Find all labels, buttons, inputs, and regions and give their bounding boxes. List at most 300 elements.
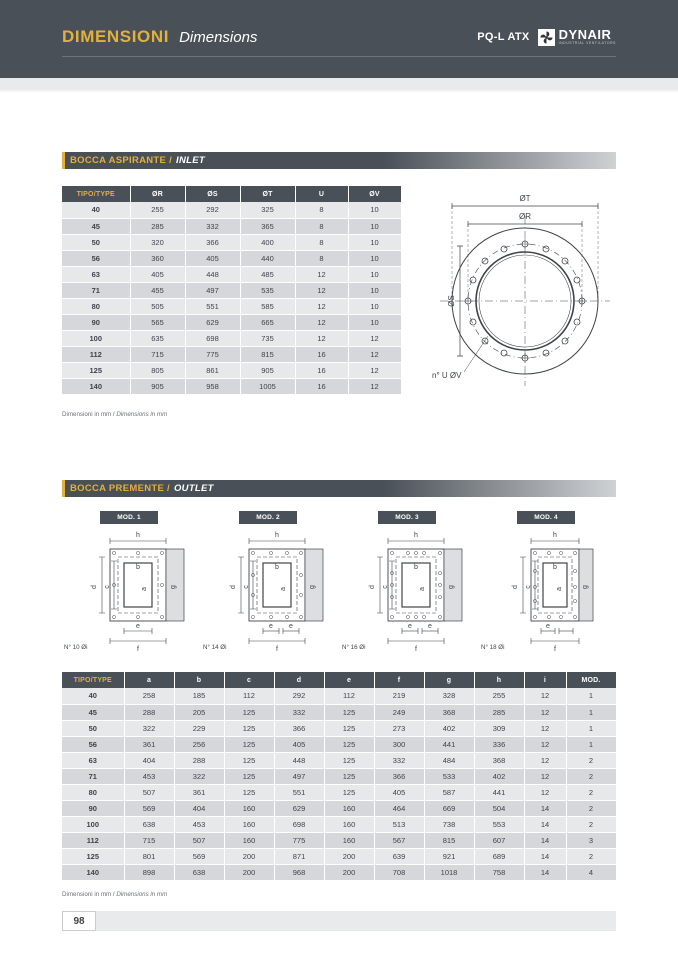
cell-type: 80 [62, 298, 130, 314]
svg-text:e: e [269, 623, 273, 630]
cell-value: 160 [224, 800, 274, 816]
section-accent-bar-outlet [62, 480, 65, 497]
cell-type: 125 [62, 848, 124, 864]
cell-value: 485 [240, 266, 295, 282]
section-title-outlet-en: OUTLET [173, 483, 214, 494]
cell-value: 484 [424, 752, 474, 768]
svg-text:g: g [448, 585, 455, 589]
cell-value: 815 [424, 832, 474, 848]
mod-tag-2: MOD. 2 [239, 511, 297, 524]
svg-text:h: h [414, 532, 418, 539]
mod-tag-3: MOD. 3 [378, 511, 436, 524]
col-header-g: g [424, 672, 474, 688]
cell-value: 16 [295, 378, 348, 394]
cell-value: 453 [174, 816, 224, 832]
cell-value: 12 [348, 346, 401, 362]
cell-value: 513 [374, 816, 424, 832]
cell-value: 533 [424, 768, 474, 784]
cell-value: 205 [174, 704, 224, 720]
cell-value: 285 [474, 704, 524, 720]
section-header-inlet [62, 152, 616, 169]
page-header [0, 0, 678, 78]
page-number: 98 [62, 911, 96, 931]
col-header-a: a [124, 672, 174, 688]
col-header-dia-t: ØT [240, 186, 295, 202]
cell-value: 320 [130, 234, 185, 250]
mod-tag-4: MOD. 4 [517, 511, 575, 524]
cell-value: 958 [185, 378, 240, 394]
header-divider [62, 56, 616, 57]
cell-type: 56 [62, 250, 130, 266]
svg-text:b: b [414, 564, 418, 571]
cell-value: 455 [130, 282, 185, 298]
svg-text:a: a [280, 587, 287, 591]
cell-value: 905 [130, 378, 185, 394]
cell-value: 249 [374, 704, 424, 720]
cell-value: 921 [424, 848, 474, 864]
cell-value: 10 [348, 234, 401, 250]
cell-value: 258 [124, 688, 174, 704]
table-row [62, 314, 401, 330]
table-row [62, 282, 401, 298]
cell-type: 80 [62, 784, 124, 800]
cell-value: 219 [374, 688, 424, 704]
mod-holes-note-4: N° 18 Øi [481, 644, 505, 651]
cell-value: 815 [240, 346, 295, 362]
cell-value: 285 [130, 218, 185, 234]
cell-value: 2 [566, 816, 616, 832]
outlet-drawing-mod-1 [62, 505, 200, 655]
cell-value: 12 [524, 768, 566, 784]
table-row [62, 298, 401, 314]
cell-value: 905 [240, 362, 295, 378]
cell-value: 698 [274, 816, 324, 832]
table-row [62, 378, 401, 394]
cell-value: 185 [174, 688, 224, 704]
label-holes: n° U ØV [432, 371, 462, 380]
cell-value: 2 [566, 752, 616, 768]
svg-text:b: b [275, 564, 279, 571]
svg-text:g: g [582, 585, 589, 589]
cell-type: 63 [62, 752, 124, 768]
cell-value: 440 [240, 250, 295, 266]
cell-value: 567 [374, 832, 424, 848]
cell-value: 898 [124, 864, 174, 880]
cell-value: 585 [240, 298, 295, 314]
header-shadow [0, 78, 678, 90]
svg-text:e: e [408, 623, 412, 630]
cell-value: 14 [524, 800, 566, 816]
cell-value: 125 [324, 784, 374, 800]
svg-text:g: g [170, 585, 177, 589]
cell-type: 100 [62, 816, 124, 832]
cell-value: 1 [566, 688, 616, 704]
cell-value: 504 [474, 800, 524, 816]
table-row [62, 704, 616, 720]
cell-value: 738 [424, 816, 474, 832]
section-title-inlet-it: BOCCA ASPIRANTE / [70, 155, 173, 166]
table-row [62, 330, 401, 346]
cell-value: 805 [130, 362, 185, 378]
svg-text:e: e [136, 623, 140, 630]
table-row [62, 346, 401, 362]
cell-value: 507 [124, 784, 174, 800]
cell-value: 322 [174, 768, 224, 784]
cell-type: 90 [62, 800, 124, 816]
col-header-mod: MOD. [566, 672, 616, 688]
svg-text:h: h [136, 532, 140, 539]
cell-value: 404 [124, 752, 174, 768]
cell-value: 861 [185, 362, 240, 378]
cell-value: 1 [566, 704, 616, 720]
cell-value: 12 [295, 266, 348, 282]
cell-value: 16 [295, 362, 348, 378]
cell-value: 125 [324, 768, 374, 784]
cell-type: 140 [62, 864, 124, 880]
cell-value: 871 [274, 848, 324, 864]
cell-value: 400 [240, 234, 295, 250]
cell-value: 125 [324, 720, 374, 736]
cell-value: 1018 [424, 864, 474, 880]
cell-value: 639 [374, 848, 424, 864]
svg-text:e: e [289, 623, 293, 630]
cell-value: 402 [424, 720, 474, 736]
cell-value: 801 [124, 848, 174, 864]
cell-value: 715 [124, 832, 174, 848]
cell-value: 497 [185, 282, 240, 298]
cell-value: 200 [324, 864, 374, 880]
brand-tagline: INDUSTRIAL VENTILATORS [558, 41, 616, 45]
cell-value: 10 [348, 202, 401, 218]
cell-value: 368 [474, 752, 524, 768]
cell-value: 12 [524, 688, 566, 704]
svg-text:e: e [428, 623, 432, 630]
svg-text:d: d [91, 585, 98, 589]
cell-value: 2 [566, 768, 616, 784]
cell-value: 635 [130, 330, 185, 346]
cell-value: 453 [124, 768, 174, 784]
cell-value: 288 [174, 752, 224, 768]
outlet-drawing-mod-3 [340, 505, 478, 655]
cell-value: 255 [474, 688, 524, 704]
table-row [62, 202, 401, 218]
cell-value: 405 [274, 736, 324, 752]
cell-value: 366 [185, 234, 240, 250]
cell-value: 12 [295, 330, 348, 346]
page-title: DIMENSIONI [62, 27, 170, 46]
cell-value: 441 [474, 784, 524, 800]
cell-value: 4 [566, 864, 616, 880]
cell-value: 629 [274, 800, 324, 816]
header-content [62, 20, 616, 54]
cell-type: 56 [62, 736, 124, 752]
col-header-dia-r: ØR [130, 186, 185, 202]
brand-logo-text [559, 28, 616, 46]
col-header-h: h [474, 672, 524, 688]
cell-value: 160 [224, 832, 274, 848]
cell-value: 10 [348, 314, 401, 330]
cell-value: 10 [348, 250, 401, 266]
cell-value: 448 [274, 752, 324, 768]
cell-value: 12 [524, 736, 566, 752]
cell-value: 715 [130, 346, 185, 362]
mod-holes-note-2: N° 14 Øi [203, 644, 227, 651]
cell-value: 125 [324, 704, 374, 720]
cell-type: 100 [62, 330, 130, 346]
cell-value: 160 [324, 832, 374, 848]
cell-value: 292 [274, 688, 324, 704]
cell-type: 112 [62, 346, 130, 362]
cell-value: 441 [424, 736, 474, 752]
table-row [62, 864, 616, 880]
cell-value: 12 [524, 720, 566, 736]
cell-value: 464 [374, 800, 424, 816]
cell-value: 112 [324, 688, 374, 704]
cell-value: 8 [295, 250, 348, 266]
cell-value: 569 [174, 848, 224, 864]
cell-value: 968 [274, 864, 324, 880]
table-row [62, 720, 616, 736]
cell-value: 8 [295, 234, 348, 250]
cell-value: 125 [324, 752, 374, 768]
svg-text:c: c [382, 585, 389, 589]
cell-value: 10 [348, 266, 401, 282]
label-dia-r: ØR [519, 212, 531, 221]
svg-text:h: h [275, 532, 279, 539]
cell-value: 125 [324, 736, 374, 752]
cell-type: 90 [62, 314, 130, 330]
svg-text:f: f [276, 646, 278, 653]
brand-logo [538, 28, 616, 46]
col-header-b: b [174, 672, 224, 688]
cell-value: 775 [274, 832, 324, 848]
cell-value: 200 [324, 848, 374, 864]
cell-value: 689 [474, 848, 524, 864]
cell-value: 10 [348, 282, 401, 298]
cell-type: 71 [62, 282, 130, 298]
cell-value: 229 [174, 720, 224, 736]
cell-value: 1 [566, 720, 616, 736]
cell-value: 10 [348, 218, 401, 234]
cell-type: 40 [62, 202, 130, 218]
outlet-drawing-mod-4 [479, 505, 617, 655]
cell-value: 607 [474, 832, 524, 848]
svg-text:f: f [137, 646, 139, 653]
header-right [477, 28, 616, 46]
outlet-note-en: Dimensions in mm [116, 891, 168, 898]
cell-type: 125 [62, 362, 130, 378]
section-accent-bar [62, 152, 65, 169]
table-row [62, 250, 401, 266]
table-row [62, 736, 616, 752]
svg-text:a: a [141, 587, 148, 591]
cell-value: 14 [524, 816, 566, 832]
cell-value: 125 [224, 752, 274, 768]
cell-value: 587 [424, 784, 474, 800]
table-row [62, 816, 616, 832]
cell-type: 71 [62, 768, 124, 784]
col-header-type: TIPO/TYPE [62, 672, 124, 688]
cell-value: 12 [295, 298, 348, 314]
cell-type: 40 [62, 688, 124, 704]
cell-value: 2 [566, 800, 616, 816]
col-header-d: d [274, 672, 324, 688]
svg-text:d: d [512, 585, 519, 589]
outlet-dimensions-table [62, 672, 617, 881]
svg-text:f: f [415, 646, 417, 653]
col-header-dia-v: ØV [348, 186, 401, 202]
cell-value: 125 [224, 704, 274, 720]
cell-value: 2 [566, 784, 616, 800]
svg-text:e: e [546, 623, 550, 630]
cell-value: 125 [224, 768, 274, 784]
cell-value: 16 [295, 346, 348, 362]
cell-value: 404 [174, 800, 224, 816]
table-header-row [62, 672, 616, 688]
outlet-table-note [62, 891, 167, 898]
cell-value: 507 [174, 832, 224, 848]
svg-text:c: c [243, 585, 250, 589]
inlet-note-it: Dimensioni in mm / [62, 411, 115, 418]
cell-value: 125 [224, 736, 274, 752]
cell-value: 551 [185, 298, 240, 314]
cell-value: 332 [274, 704, 324, 720]
table-row [62, 688, 616, 704]
cell-value: 638 [124, 816, 174, 832]
cell-value: 569 [124, 800, 174, 816]
cell-value: 12 [524, 752, 566, 768]
cell-value: 361 [124, 736, 174, 752]
cell-value: 309 [474, 720, 524, 736]
col-header-u: U [295, 186, 348, 202]
cell-value: 669 [424, 800, 474, 816]
cell-value: 125 [224, 784, 274, 800]
fan-logo-icon [538, 29, 555, 46]
cell-value: 328 [424, 688, 474, 704]
cell-value: 1 [566, 736, 616, 752]
table-row [62, 218, 401, 234]
cell-value: 402 [474, 768, 524, 784]
cell-value: 160 [324, 800, 374, 816]
col-header-f: f [374, 672, 424, 688]
svg-text:a: a [556, 587, 563, 591]
inlet-technical-drawing [430, 176, 620, 401]
cell-type: 45 [62, 218, 130, 234]
cell-value: 288 [124, 704, 174, 720]
svg-text:f: f [554, 646, 556, 653]
cell-value: 775 [185, 346, 240, 362]
cell-value: 366 [274, 720, 324, 736]
inlet-note-en: Dimensions in mm [116, 411, 168, 418]
cell-value: 368 [424, 704, 474, 720]
cell-value: 14 [524, 832, 566, 848]
table-header-row [62, 186, 401, 202]
cell-value: 14 [524, 848, 566, 864]
cell-value: 551 [274, 784, 324, 800]
svg-text:a: a [419, 587, 426, 591]
col-header-type: TIPO/TYPE [62, 186, 130, 202]
table-row [62, 832, 616, 848]
cell-value: 160 [224, 816, 274, 832]
cell-value: 12 [524, 704, 566, 720]
cell-type: 50 [62, 720, 124, 736]
cell-value: 629 [185, 314, 240, 330]
cell-value: 8 [295, 202, 348, 218]
outlet-note-it: Dimensioni in mm / [62, 891, 115, 898]
cell-value: 2 [566, 848, 616, 864]
cell-value: 1005 [240, 378, 295, 394]
cell-value: 361 [174, 784, 224, 800]
cell-value: 365 [240, 218, 295, 234]
cell-value: 708 [374, 864, 424, 880]
cell-value: 8 [295, 218, 348, 234]
col-header-c: c [224, 672, 274, 688]
svg-text:c: c [525, 585, 532, 589]
cell-type: 45 [62, 704, 124, 720]
cell-value: 12 [524, 784, 566, 800]
cell-value: 405 [374, 784, 424, 800]
col-header-dia-s: ØS [185, 186, 240, 202]
cell-value: 565 [130, 314, 185, 330]
cell-value: 505 [130, 298, 185, 314]
cell-value: 698 [185, 330, 240, 346]
page-subtitle: Dimensions [179, 28, 258, 46]
cell-type: 112 [62, 832, 124, 848]
cell-value: 735 [240, 330, 295, 346]
mod-tag-1: MOD. 1 [100, 511, 158, 524]
cell-value: 405 [185, 250, 240, 266]
cell-value: 638 [174, 864, 224, 880]
table-row [62, 848, 616, 864]
cell-value: 12 [348, 330, 401, 346]
mod-holes-note-3: N° 16 Øi [342, 644, 366, 651]
inlet-dimensions-table [62, 186, 402, 395]
svg-text:d: d [230, 585, 237, 589]
svg-text:b: b [136, 564, 140, 571]
cell-value: 12 [295, 314, 348, 330]
cell-value: 12 [348, 378, 401, 394]
table-row [62, 800, 616, 816]
cell-value: 332 [185, 218, 240, 234]
cell-value: 10 [348, 298, 401, 314]
svg-text:b: b [553, 564, 557, 571]
svg-text:h: h [553, 532, 557, 539]
table-row [62, 752, 616, 768]
cell-value: 325 [240, 202, 295, 218]
table-row [62, 234, 401, 250]
label-dia-s: ØS [447, 295, 456, 307]
cell-value: 200 [224, 848, 274, 864]
cell-value: 405 [130, 266, 185, 282]
cell-value: 553 [474, 816, 524, 832]
cell-value: 255 [130, 202, 185, 218]
cell-value: 292 [185, 202, 240, 218]
cell-type: 63 [62, 266, 130, 282]
cell-value: 273 [374, 720, 424, 736]
cell-value: 12 [295, 282, 348, 298]
section-title-inlet-en: INLET [176, 155, 205, 166]
cell-value: 758 [474, 864, 524, 880]
cell-value: 336 [474, 736, 524, 752]
cell-type: 50 [62, 234, 130, 250]
cell-value: 448 [185, 266, 240, 282]
col-header-e: e [324, 672, 374, 688]
svg-text:c: c [104, 585, 111, 589]
cell-value: 12 [348, 362, 401, 378]
svg-text:g: g [309, 585, 316, 589]
label-dia-t: ØT [519, 194, 531, 203]
outlet-technical-drawings [62, 505, 616, 655]
